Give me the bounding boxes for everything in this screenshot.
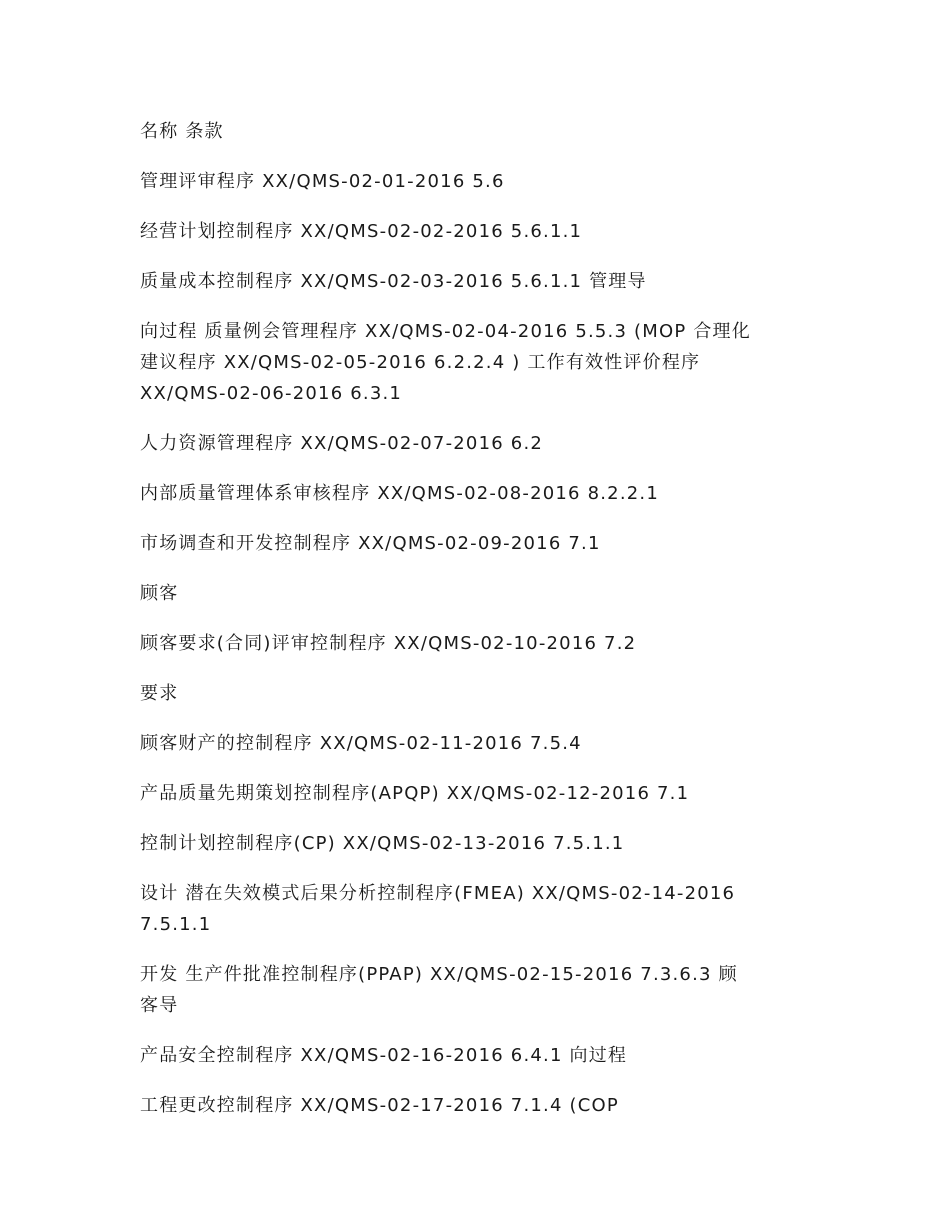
text-line: 人力资源管理程序 XX/QMS-02-07-2016 6.2 <box>140 433 544 454</box>
text-line: 内部质量管理体系审核程序 XX/QMS-02-08-2016 8.2.2.1 <box>140 483 659 504</box>
paragraph <box>140 578 820 609</box>
paragraph <box>140 528 820 559</box>
paragraph <box>140 878 820 940</box>
text-line: 质量成本控制程序 XX/QMS-02-03-2016 5.6.1.1 管理导 <box>140 271 647 292</box>
paragraph <box>140 828 820 859</box>
paragraph <box>140 678 820 709</box>
paragraph <box>140 166 820 197</box>
text-line: XX/QMS-02-06-2016 6.3.1 <box>140 383 403 404</box>
text-line: 产品安全控制程序 XX/QMS-02-16-2016 6.4.1 向过程 <box>140 1045 628 1066</box>
paragraph <box>140 266 820 297</box>
text-line: 市场调查和开发控制程序 XX/QMS-02-09-2016 7.1 <box>140 533 601 554</box>
paragraph <box>140 216 820 247</box>
paragraph <box>140 1090 820 1121</box>
text-line: 向过程 质量例会管理程序 XX/QMS-02-04-2016 5.5.3 (MOP 合理化 <box>140 321 751 342</box>
text-line: 客导 <box>140 995 179 1016</box>
paragraph <box>140 959 820 1021</box>
text-line: 要求 <box>140 683 179 704</box>
text-line: 管理评审程序 XX/QMS-02-01-2016 5.6 <box>140 171 505 192</box>
paragraph <box>140 428 820 459</box>
text-line: 开发 生产件批准控制程序(PPAP) XX/QMS-02-15-2016 7.3.6.3 顾 <box>140 964 738 985</box>
text-line: 控制计划控制程序(CP) XX/QMS-02-13-2016 7.5.1.1 <box>140 833 625 854</box>
paragraph-header <box>140 116 820 147</box>
text-line: 顾客要求(合同)评审控制程序 XX/QMS-02-10-2016 7.2 <box>140 633 637 654</box>
text-line: 设计 潜在失效模式后果分析控制程序(FMEA) XX/QMS-02-14-2016 <box>140 883 736 904</box>
paragraph <box>140 628 820 659</box>
paragraph <box>140 728 820 759</box>
paragraph <box>140 316 820 409</box>
text-line: 名称 条款 <box>140 121 224 142</box>
text-line: 工程更改控制程序 XX/QMS-02-17-2016 7.1.4 (COP <box>140 1095 619 1116</box>
paragraph <box>140 478 820 509</box>
document-page <box>140 116 820 1140</box>
paragraph <box>140 1040 820 1071</box>
text-line: 产品质量先期策划控制程序(APQP) XX/QMS-02-12-2016 7.1 <box>140 783 690 804</box>
text-line: 7.5.1.1 <box>140 914 212 935</box>
text-line: 顾客财产的控制程序 XX/QMS-02-11-2016 7.5.4 <box>140 733 582 754</box>
text-line: 经营计划控制程序 XX/QMS-02-02-2016 5.6.1.1 <box>140 221 583 242</box>
paragraph <box>140 778 820 809</box>
text-line: 顾客 <box>140 583 179 604</box>
text-line: 建议程序 XX/QMS-02-05-2016 6.2.2.4 ) 工作有效性评价程序 <box>140 352 701 373</box>
